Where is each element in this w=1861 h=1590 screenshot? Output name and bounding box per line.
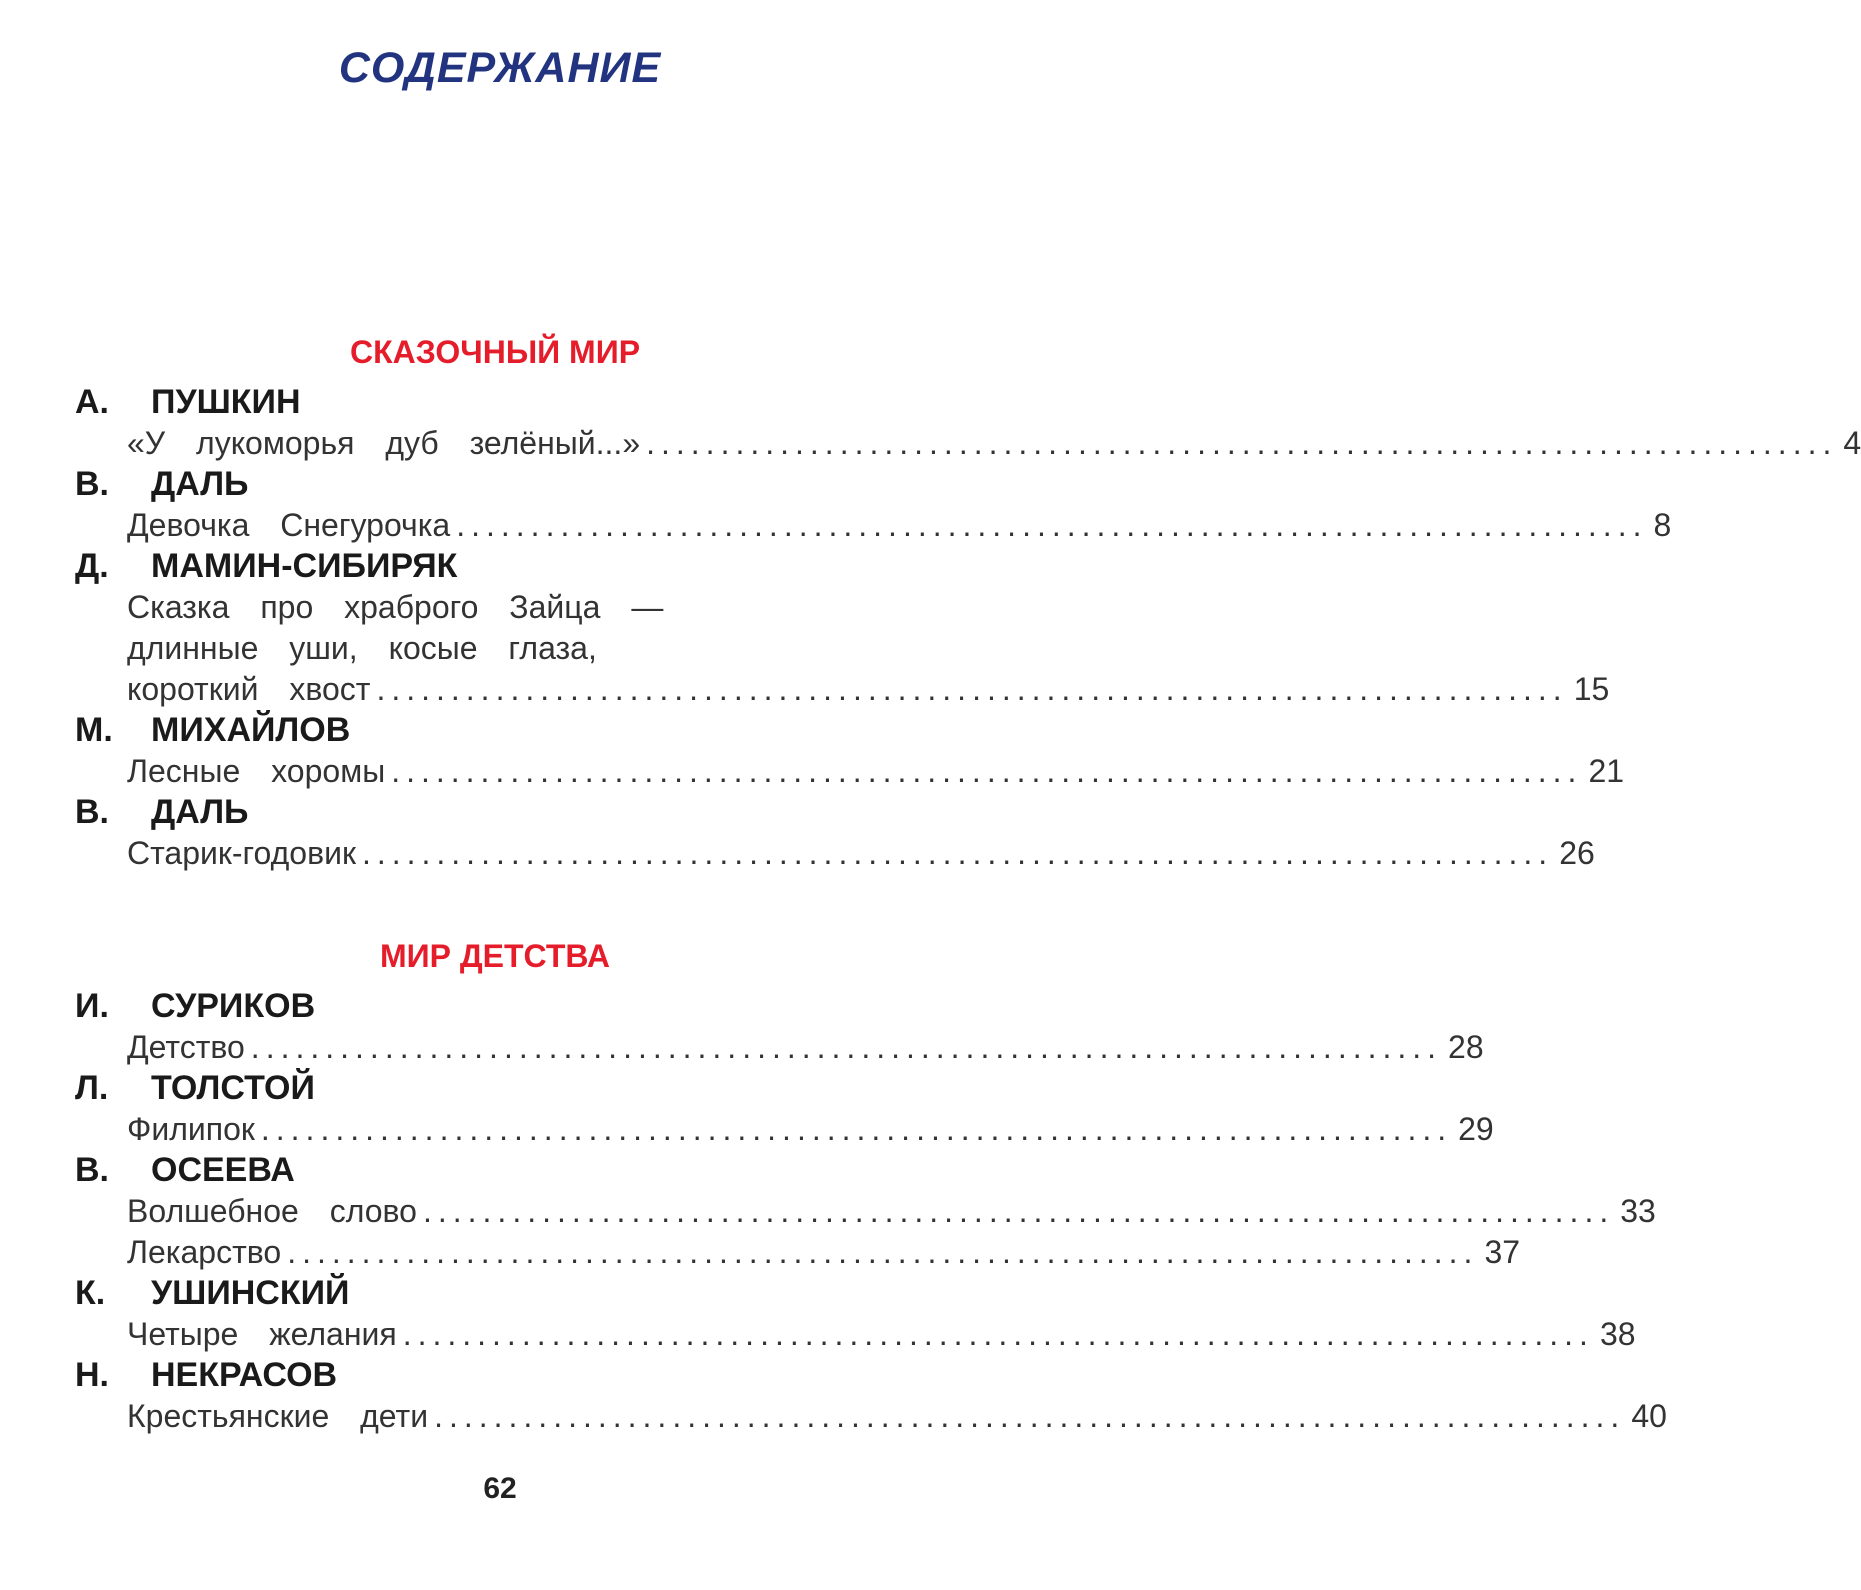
author-surname: НЕКРАСОВ xyxy=(151,1356,338,1394)
entry-last-line xyxy=(127,751,1625,792)
entry-title: Крестьянские дети xyxy=(127,1398,429,1434)
author-heading xyxy=(75,382,915,423)
entry-title: Волшебное слово xyxy=(127,1193,417,1229)
author-initial: Н. xyxy=(75,1356,109,1394)
entry-last-line xyxy=(127,833,1595,874)
entry-title: короткий хвост xyxy=(127,671,371,707)
entry-page-number: 8 xyxy=(1653,507,1672,543)
author-initial: В. xyxy=(75,793,109,831)
toc-entry xyxy=(75,587,1610,710)
author-initial: И. xyxy=(75,987,109,1025)
author-heading xyxy=(75,464,915,505)
entry-last-line xyxy=(127,669,1610,710)
author-surname: ДАЛЬ xyxy=(151,793,249,831)
author-surname: ПУШКИН xyxy=(151,383,301,421)
entry-title: Лесные хоромы xyxy=(127,753,386,789)
author-heading xyxy=(75,1273,915,1314)
entry-title: Филипок xyxy=(127,1111,255,1147)
author-initial: Л. xyxy=(75,1069,109,1107)
author-surname: ТОЛСТОЙ xyxy=(151,1069,315,1107)
author-initial: Д. xyxy=(75,547,109,585)
leader-dots: ................................................................................ xyxy=(402,1316,1594,1352)
author-surname: УШИНСКИЙ xyxy=(151,1274,350,1312)
entry-title: Лекарство xyxy=(127,1234,282,1270)
entry-title: «У лукоморья дуб зелёный...» xyxy=(127,425,641,461)
author-surname: МИХАЙЛОВ xyxy=(151,711,351,749)
entry-title-line: Сказка про храброго Зайца — xyxy=(127,589,664,625)
entry-page-number: 33 xyxy=(1620,1193,1656,1229)
author-heading xyxy=(75,1068,915,1109)
entry-last-line xyxy=(127,505,1672,546)
toc-entry xyxy=(75,423,1861,464)
entry-last-line xyxy=(127,1191,1656,1232)
entry-page-number: 38 xyxy=(1599,1316,1636,1352)
entry-page-number: 29 xyxy=(1458,1111,1494,1147)
leader-dots: ................................................................................ xyxy=(260,1111,1453,1147)
entry-page-number: 21 xyxy=(1588,753,1625,789)
leader-dots: ................................................................................ xyxy=(376,671,1568,707)
leader-dots: ................................................................................ xyxy=(361,835,1554,871)
entry-last-line xyxy=(127,423,1861,464)
toc-entry xyxy=(75,1109,1494,1150)
page-title: СОДЕРЖАНИЕ xyxy=(338,44,662,92)
entry-last-line xyxy=(127,1232,1521,1273)
author-initial: А. xyxy=(75,383,109,421)
leader-dots: ................................................................................ xyxy=(434,1398,1626,1434)
page-number: 62 xyxy=(483,1472,517,1505)
toc-entry xyxy=(75,1396,1667,1437)
toc-entry xyxy=(75,505,1672,546)
entry-page-number: 26 xyxy=(1559,835,1595,871)
entry-title: Четыре желания xyxy=(127,1316,397,1352)
entry-page-number: 28 xyxy=(1448,1029,1484,1065)
author-heading xyxy=(75,546,915,587)
author-initial: В. xyxy=(75,465,109,503)
leader-dots: ................................................................................ xyxy=(646,425,1838,461)
leader-dots: ................................................................................ xyxy=(422,1193,1615,1229)
toc-entry xyxy=(75,1027,1484,1068)
entry-last-line xyxy=(127,1314,1636,1355)
entry-page-number: 15 xyxy=(1573,671,1610,707)
author-surname: СУРИКОВ xyxy=(151,987,316,1025)
leader-dots: ................................................................................ xyxy=(250,1029,1443,1065)
author-surname: ДАЛЬ xyxy=(151,465,249,503)
author-heading xyxy=(75,792,915,833)
author-initial: М. xyxy=(75,711,113,749)
entry-page-number: 40 xyxy=(1631,1398,1667,1434)
toc-entry xyxy=(75,1314,1636,1355)
author-surname: МАМИН-СИБИРЯК xyxy=(151,547,458,585)
toc-entry xyxy=(75,833,1595,874)
entry-title-line: длинные уши, косые глаза, xyxy=(127,630,597,666)
section-heading: МИР ДЕТСТВА xyxy=(379,938,611,974)
entry-last-line xyxy=(127,1027,1484,1068)
author-surname: ОСЕЕВА xyxy=(151,1151,295,1189)
entry-last-line xyxy=(127,1396,1667,1437)
leader-dots: ................................................................................ xyxy=(391,753,1583,789)
entry-last-line xyxy=(127,1109,1494,1150)
leader-dots: ................................................................................ xyxy=(456,507,1648,543)
entry-title: Детство xyxy=(127,1029,245,1065)
author-initial: К. xyxy=(75,1274,106,1312)
author-heading xyxy=(75,1355,915,1396)
toc-entry xyxy=(75,1191,1656,1232)
entry-title: Девочка Снегурочка xyxy=(127,507,451,543)
section-fairy-world xyxy=(75,326,1861,874)
section-heading: СКАЗОЧНЫЙ МИР xyxy=(349,334,641,370)
author-heading xyxy=(75,986,915,1027)
author-initial: В. xyxy=(75,1151,109,1189)
entry-page-number: 4 xyxy=(1843,425,1861,461)
entry-title: Старик-годовик xyxy=(127,835,356,871)
toc-entry xyxy=(75,751,1625,792)
author-heading xyxy=(75,1150,915,1191)
toc-entry xyxy=(75,1232,1521,1273)
section-childhood-world xyxy=(75,930,1667,1437)
author-heading xyxy=(75,710,915,751)
entry-page-number: 37 xyxy=(1484,1234,1521,1270)
leader-dots: ................................................................................ xyxy=(287,1234,1479,1270)
